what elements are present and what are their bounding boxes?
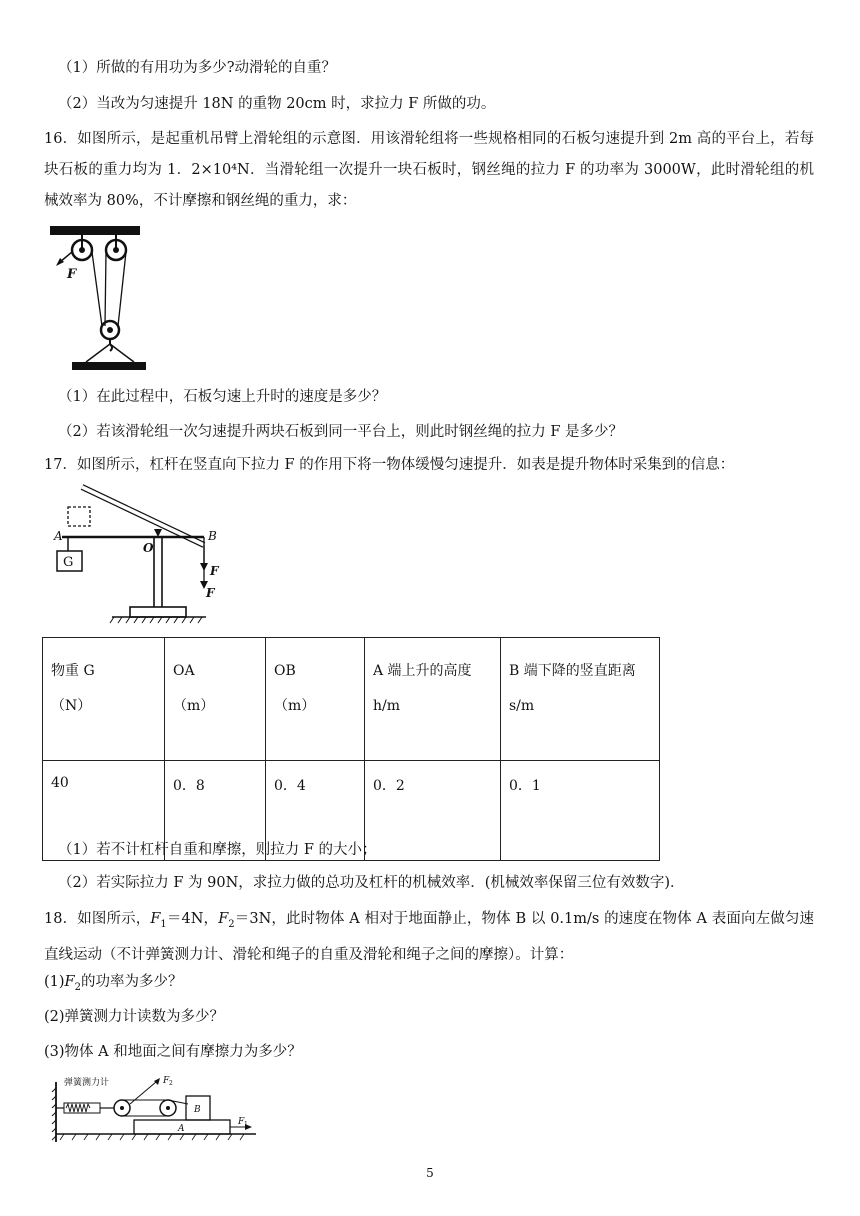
label-b: B bbox=[208, 529, 217, 543]
q17-part2: （2）若实际拉力 F 为 90N，求拉力做的总功及杠杆的机械效率．(机械效率保留三位有效数字)． bbox=[58, 875, 685, 891]
raised-weight-dashed bbox=[68, 507, 90, 526]
lever-base bbox=[130, 607, 186, 617]
q18-stem: 18．如图所示，$F_1=4N$，$F_2=3N$，此时物体 A 相对于地面静止，物体 B 以 0.1m/s 的速度在物体 A 表面向左做匀速直线运动（不计弹簧测力计、滑轮和绳子的自重及滑轮和绳子之间的摩擦）。计算： bbox=[44, 911, 814, 963]
q15-part2: （2）当改为匀速提升 18N 的重物 20cm 时，求拉力 F 所做的功。 bbox=[58, 96, 496, 112]
lever-figure bbox=[54, 483, 219, 628]
q16-part2: （2）若该滑轮组一次匀速提升两块石板到同一平台上，则此时钢丝绳的拉力 F 是多少？ bbox=[58, 424, 624, 440]
stone-slab bbox=[72, 362, 146, 370]
table-header-cell: A 端上升的高度 h/m bbox=[365, 638, 501, 761]
table-cell: 0．2 bbox=[365, 761, 501, 861]
q16-stem: 16．如图所示，是起重机吊臂上滑轮组的示意图．用该滑轮组将一些规格相同的石板匀速提升到 2m 高的平台上，若每块石板的重力均为 1．2×10⁴N．当滑轮组一次提升一块石板时，钢丝绳的拉力 F 的功率为 3000W，此时滑轮组的机械效率为 80%，不计摩擦和钢丝绳的重力，求： bbox=[44, 131, 814, 209]
label-g: G bbox=[63, 555, 74, 570]
page-number: 5 bbox=[426, 1166, 434, 1180]
table-cell: 0．1 bbox=[501, 761, 660, 861]
spring-scale-label: 弹簧测力计 bbox=[64, 1078, 110, 1088]
label-a: A bbox=[54, 529, 63, 543]
table-header-cell: OB （m） bbox=[266, 638, 365, 761]
table-header-cell: 物重 G （N） bbox=[43, 638, 165, 761]
spring-pulley-figure bbox=[50, 1074, 260, 1146]
q17-stem: 17．如图所示，杠杆在竖直向下拉力 F 的作用下将一物体缓慢匀速提升．如表是提升物体时采集到的信息： bbox=[44, 457, 735, 473]
q18-part3: (3)物体 A 和地面之间有摩擦力为多少？ bbox=[44, 1044, 302, 1060]
q16-part1: （1）在此过程中，石板匀速上升时的速度是多少？ bbox=[58, 389, 387, 405]
table-header-cell: OA （m） bbox=[165, 638, 266, 761]
lever-data-table bbox=[42, 637, 660, 861]
ceiling-beam bbox=[50, 226, 140, 235]
pulley-crane-figure bbox=[48, 226, 148, 374]
svg-text:F: F bbox=[163, 1076, 170, 1086]
svg-text:2: 2 bbox=[169, 1080, 173, 1087]
table-header-row bbox=[43, 638, 660, 761]
force-label: F bbox=[67, 267, 77, 282]
q18-part2: (2)弹簧测力计读数为多少？ bbox=[44, 1009, 225, 1025]
svg-text:F: F bbox=[210, 564, 219, 578]
table-cell: 40 bbox=[43, 761, 165, 861]
table-header-cell: B 端下降的竖直距离 s/m bbox=[501, 638, 660, 761]
svg-text:A: A bbox=[178, 1124, 185, 1134]
svg-text:F: F bbox=[206, 586, 215, 600]
svg-text:B: B bbox=[194, 1105, 201, 1115]
table-cell: 0．8 bbox=[165, 761, 266, 861]
q17-part1: （1）若不计杠杆自重和摩擦，则拉力 F 的大小； bbox=[58, 842, 377, 858]
label-o: O bbox=[143, 541, 154, 555]
svg-text:F: F bbox=[238, 1117, 245, 1127]
q15-part1: （1）所做的有用功为多少?动滑轮的自重？ bbox=[58, 60, 336, 76]
table-cell: 0．4 bbox=[266, 761, 365, 861]
q18-part1: $(1)F_2$的功率为多少？ bbox=[44, 974, 183, 993]
svg-text:1: 1 bbox=[244, 1121, 248, 1128]
